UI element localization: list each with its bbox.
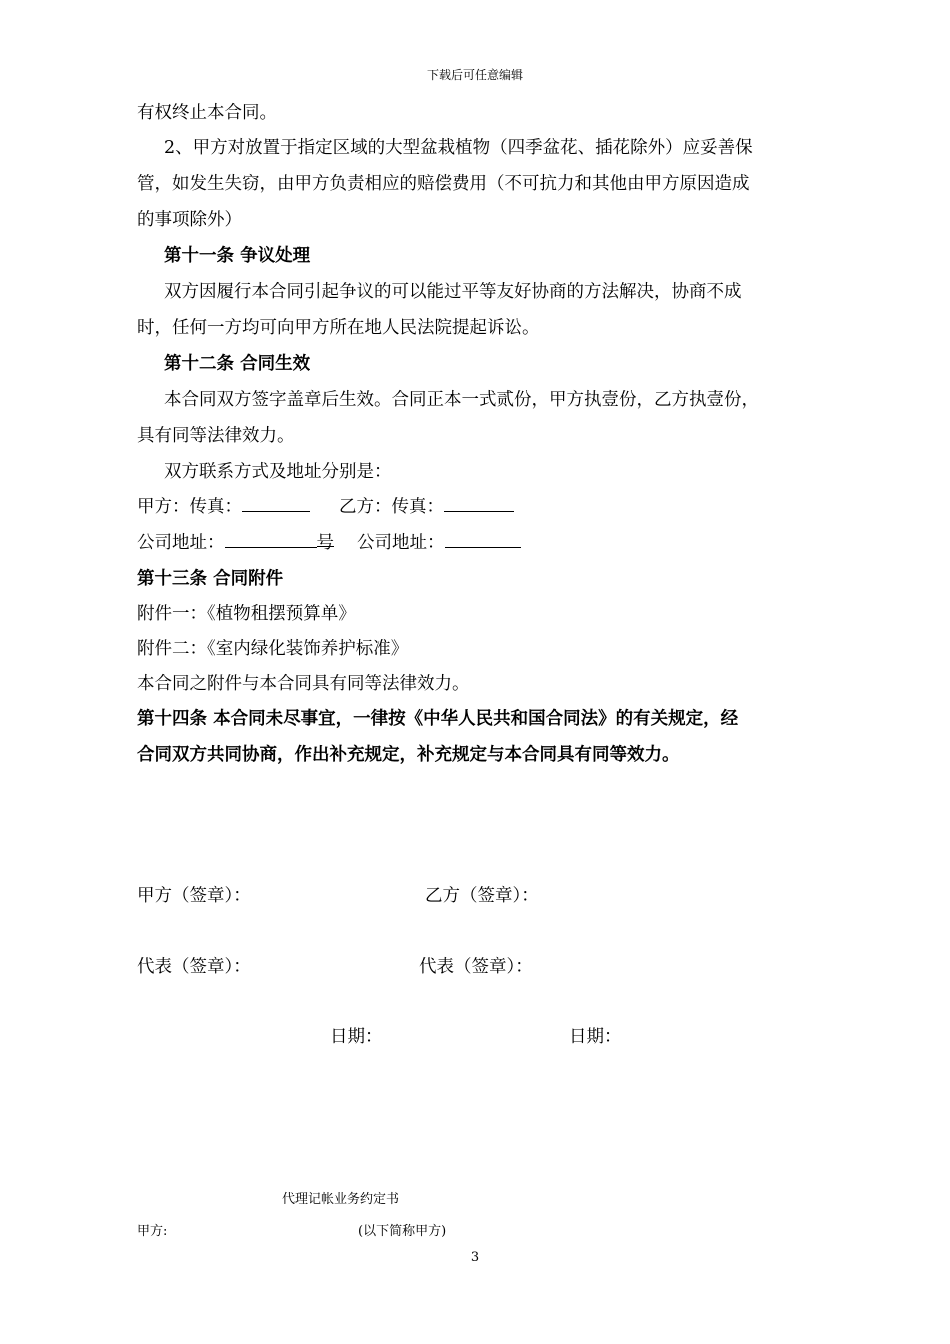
party-a-address-suffix: 号 xyxy=(317,529,335,547)
party-a-address-blank[interactable] xyxy=(225,530,317,548)
party-a-seal: 甲方（签章）： xyxy=(137,886,251,906)
next-doc-party-a: 甲方: xyxy=(137,1224,168,1239)
party-a-fax-label: 甲方：传真： xyxy=(137,497,242,517)
rep-b-seal: 代表（签章）： xyxy=(419,957,533,977)
clause13-title: 第十三条 合同附件 xyxy=(137,569,284,589)
attachment-1: 附件一：《植物租摆预算单》 xyxy=(137,604,356,624)
party-a-address-label: 公司地址： xyxy=(137,533,225,553)
party-b-fax-label: 乙方：传真： xyxy=(339,497,444,517)
clause14-line1: 第十四条 本合同未尽事宜，一律按《中华人民共和国合同法》的有关规定，经 xyxy=(137,709,739,729)
attachment-2: 附件二：《室内绿化装饰养护标准》 xyxy=(137,639,409,659)
clause10-tail: 有权终止本合同。 xyxy=(137,103,277,123)
next-doc-party-a-note: (以下简称甲方) xyxy=(358,1224,447,1239)
rep-a-seal: 代表（签章）： xyxy=(137,957,251,977)
party-b-address-label: 公司地址： xyxy=(357,533,445,553)
clause12-line2: 具有同等法律效力。 xyxy=(137,426,295,446)
clause10-item2-line1: 2、甲方对放置于指定区域的大型盆栽植物（四季盆花、插花除外）应妥善保 xyxy=(164,138,753,158)
contact-intro: 双方联系方式及地址分别是： xyxy=(164,462,392,482)
attachment-note: 本合同之附件与本合同具有同等法律效力。 xyxy=(137,674,470,694)
party-a-fax-row xyxy=(137,493,310,518)
page-number: 3 xyxy=(470,1250,480,1265)
date-b: 日期： xyxy=(569,1027,622,1047)
party-b-seal: 乙方（签章）： xyxy=(425,886,539,906)
clause11-title: 第十一条 争议处理 xyxy=(164,246,311,266)
party-a-address-row xyxy=(137,529,334,554)
clause10-item2-line3: 的事项除外） xyxy=(137,210,242,230)
clause10-item2-line2: 管，如发生失窃，由甲方负责相应的赔偿费用（不可抗力和其他由甲方原因造成 xyxy=(137,174,750,194)
party-b-address-row xyxy=(357,529,521,554)
clause12-title: 第十二条 合同生效 xyxy=(164,354,311,374)
party-b-address-blank[interactable] xyxy=(445,530,521,548)
clause14-line2: 合同双方共同协商，作出补充规定，补充规定与本合同具有同等效力。 xyxy=(137,745,680,765)
party-b-fax-blank[interactable] xyxy=(444,494,514,512)
clause11-line2: 时，任何一方均可向甲方所在地人民法院提起诉讼。 xyxy=(137,318,540,338)
clause12-line1: 本合同双方签字盖章后生效。合同正本一式贰份，甲方执壹份，乙方执壹份， xyxy=(164,390,759,410)
date-a: 日期： xyxy=(330,1027,383,1047)
party-a-fax-blank[interactable] xyxy=(242,494,310,512)
next-doc-title: 代理记帐业务约定书 xyxy=(282,1192,400,1207)
party-b-fax-row xyxy=(339,493,514,518)
page-header: 下载后可任意编辑 xyxy=(426,68,523,82)
clause11-line1: 双方因履行本合同引起争议的可以能过平等友好协商的方法解决，协商不成 xyxy=(164,282,742,302)
